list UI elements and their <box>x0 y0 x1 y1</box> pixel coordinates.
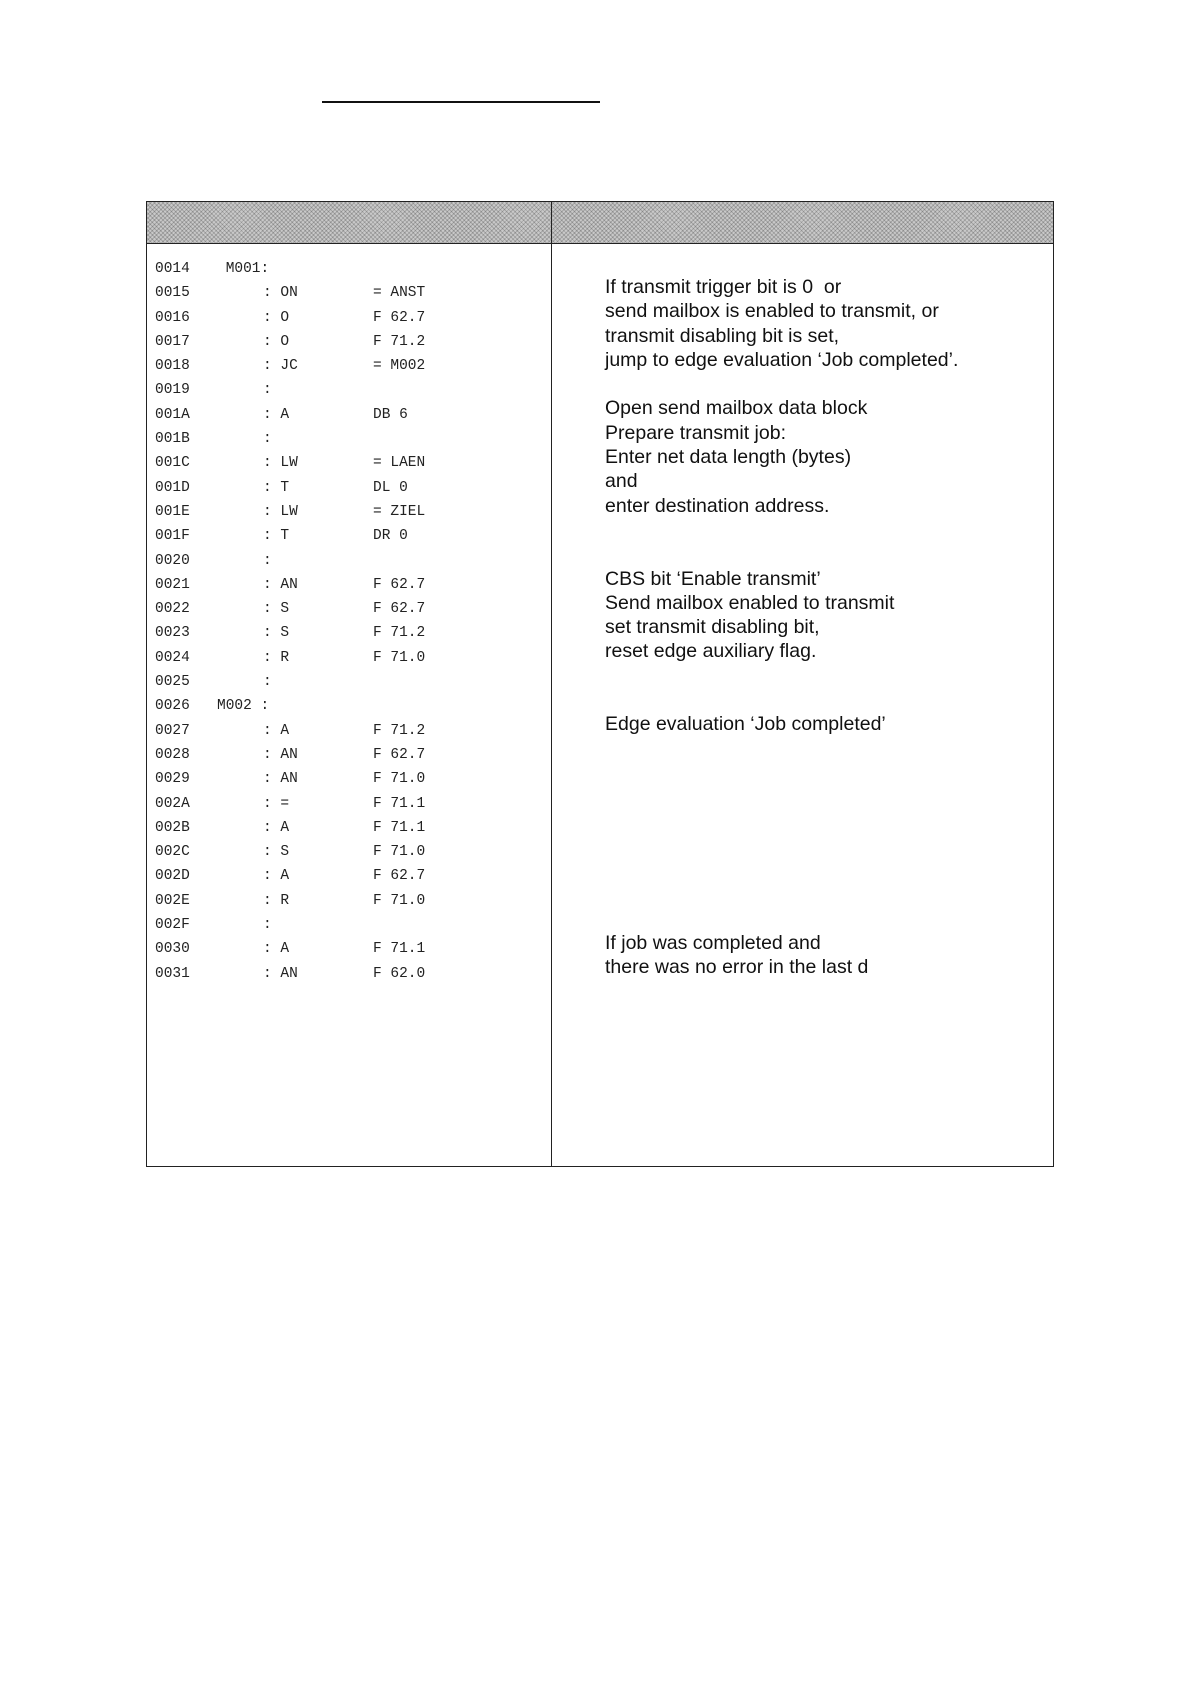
code-operand: F 71.2 <box>373 333 426 350</box>
code-operation: : AN <box>263 746 298 763</box>
code-operand: F 71.2 <box>373 625 426 642</box>
code-operation: : AN <box>263 771 298 788</box>
code-operation: : S <box>263 625 290 642</box>
code-operation: : A <box>263 868 290 885</box>
code-operation: : S <box>263 601 290 618</box>
comment-line: send mailbox is enabled to transmit, or <box>605 300 939 323</box>
code-operation: : S <box>263 844 290 861</box>
code-operand: F 62.7 <box>373 309 426 326</box>
comment-line: Open send mailbox data block <box>605 397 868 420</box>
code-operation: : O <box>263 309 290 326</box>
code-address: 002E <box>155 892 190 909</box>
code-address: 002A <box>155 795 190 812</box>
code-line <box>155 743 545 767</box>
code-line <box>155 962 545 986</box>
code-operation: : T <box>263 479 290 496</box>
code-line <box>155 403 545 427</box>
code-operand: F 71.0 <box>373 844 426 861</box>
comment-line: Edge evaluation ‘Job completed’ <box>605 713 886 736</box>
code-line <box>155 354 545 378</box>
comment-line <box>605 664 1045 688</box>
code-address: 0020 <box>155 552 190 569</box>
code-address: 0030 <box>155 941 190 958</box>
code-operand: F 62.0 <box>373 965 426 982</box>
code-address: 002F <box>155 917 190 934</box>
code-operand: F 71.1 <box>373 819 426 836</box>
code-address: 001F <box>155 528 190 545</box>
code-line <box>155 257 545 281</box>
code-address: 0023 <box>155 625 190 642</box>
code-operation: : R <box>263 892 290 909</box>
code-operand: = ZIEL <box>373 503 426 520</box>
code-operand: = ANST <box>373 285 426 302</box>
code-line <box>155 378 545 402</box>
code-line <box>155 451 545 475</box>
comment-line <box>605 907 1045 931</box>
comment-line: jump to edge evaluation ‘Job completed’. <box>605 348 959 371</box>
code-operand: F 71.0 <box>373 892 426 909</box>
code-address: 001A <box>155 406 190 423</box>
comment-line <box>605 542 1045 566</box>
code-address: 0024 <box>155 649 190 666</box>
comment-line: If transmit trigger bit is 0 or <box>605 276 842 298</box>
code-operation: : A <box>263 819 290 836</box>
code-line <box>155 840 545 864</box>
top-rule <box>322 101 600 103</box>
column-divider <box>551 202 552 1166</box>
code-line <box>155 767 545 791</box>
comment-line: enter destination address. <box>605 494 830 517</box>
code-line <box>155 621 545 645</box>
code-line <box>155 913 545 937</box>
code-address: 002C <box>155 844 190 861</box>
code-operation: : A <box>263 406 290 423</box>
code-address: 0026 <box>155 698 190 715</box>
code-line <box>155 816 545 840</box>
code-address: 0019 <box>155 382 190 399</box>
code-operand: F 62.7 <box>373 868 426 885</box>
code-operand: DB 6 <box>373 406 408 423</box>
code-line <box>155 476 545 500</box>
code-label: M001: <box>217 261 270 277</box>
code-address: 001B <box>155 431 190 448</box>
code-address: 0029 <box>155 771 190 788</box>
comment-line <box>605 858 1045 882</box>
code-address: 0027 <box>155 722 190 739</box>
code-operand: F 62.7 <box>373 576 426 593</box>
code-operation: : AN <box>263 576 298 593</box>
comment-line <box>605 688 1045 712</box>
code-operand: = LAEN <box>373 455 426 472</box>
code-line <box>155 719 545 743</box>
code-operation: : JC <box>263 358 298 375</box>
code-operation: : = <box>263 795 290 812</box>
code-address: 001D <box>155 479 190 496</box>
comment-line: and <box>605 470 638 493</box>
code-operand: F 71.1 <box>373 795 426 812</box>
code-operand: DL 0 <box>373 479 408 496</box>
comment-column <box>605 275 1045 980</box>
code-operation: : A <box>263 941 290 958</box>
code-address: 0015 <box>155 285 190 302</box>
code-operand: = M002 <box>373 358 426 375</box>
comment-line: transmit disabling bit is set, <box>605 324 840 347</box>
comment-line <box>605 761 1045 785</box>
code-line <box>155 646 545 670</box>
code-operation: : <box>263 382 272 399</box>
code-line <box>155 864 545 888</box>
code-address: 001C <box>155 455 190 472</box>
comment-line: Send mailbox enabled to transmit <box>605 591 895 614</box>
comment-line: Enter net data length (bytes) <box>605 446 852 469</box>
code-line <box>155 281 545 305</box>
code-operation: : AN <box>263 965 298 982</box>
code-operand: F 62.7 <box>373 601 426 618</box>
code-line <box>155 306 545 330</box>
comment-line <box>605 785 1045 809</box>
code-operand: F 62.7 <box>373 746 426 763</box>
code-line <box>155 427 545 451</box>
code-column <box>155 257 545 986</box>
code-line <box>155 573 545 597</box>
code-address: 002B <box>155 819 190 836</box>
code-operation: : ON <box>263 285 298 302</box>
code-operation: : <box>263 674 272 691</box>
code-address: 0028 <box>155 746 190 763</box>
comment-line <box>605 834 1045 858</box>
code-line <box>155 330 545 354</box>
code-operation: : <box>263 552 272 569</box>
code-operation: : T <box>263 528 290 545</box>
code-address: 0016 <box>155 309 190 326</box>
code-operation: : A <box>263 722 290 739</box>
code-address: 0021 <box>155 576 190 593</box>
code-address: 0022 <box>155 601 190 618</box>
code-operation: : LW <box>263 455 298 472</box>
code-operation: : <box>263 431 272 448</box>
code-line <box>155 792 545 816</box>
code-operation: : <box>263 917 272 934</box>
code-line <box>155 524 545 548</box>
code-line <box>155 694 545 718</box>
comment-line: Prepare transmit job: <box>605 421 786 444</box>
code-label: M002 : <box>217 698 270 715</box>
code-operand: F 71.0 <box>373 649 426 666</box>
code-operation: : O <box>263 333 290 350</box>
comment-line: there was no error in the last d <box>605 956 869 979</box>
code-address: 0025 <box>155 674 190 691</box>
code-address: 001E <box>155 503 190 520</box>
code-operation: : LW <box>263 503 298 520</box>
comment-line: CBS bit ‘Enable transmit’ <box>605 567 821 590</box>
comment-line <box>605 518 1045 542</box>
code-address: 0017 <box>155 333 190 350</box>
comment-line <box>605 882 1045 906</box>
code-line <box>155 500 545 524</box>
comment-line: If job was completed and <box>605 932 821 955</box>
comment-line <box>605 737 1045 761</box>
code-line <box>155 937 545 961</box>
code-line <box>155 549 545 573</box>
code-line <box>155 889 545 913</box>
comment-line: set transmit disabling bit, <box>605 616 820 639</box>
code-operand: DR 0 <box>373 528 408 545</box>
code-line <box>155 597 545 621</box>
code-line <box>155 670 545 694</box>
code-operand: F 71.2 <box>373 722 426 739</box>
program-listing-table <box>146 201 1054 1167</box>
code-address: 0014 <box>155 261 190 277</box>
code-address: 0018 <box>155 358 190 375</box>
code-address: 0031 <box>155 965 190 982</box>
comment-line <box>605 810 1045 834</box>
table-header-shaded <box>147 202 1053 244</box>
comment-line: reset edge auxiliary flag. <box>605 640 817 663</box>
code-address: 002D <box>155 868 190 885</box>
code-operand: F 71.1 <box>373 941 426 958</box>
code-operation: : R <box>263 649 290 666</box>
code-operand: F 71.0 <box>373 771 426 788</box>
comment-line <box>605 372 1045 396</box>
